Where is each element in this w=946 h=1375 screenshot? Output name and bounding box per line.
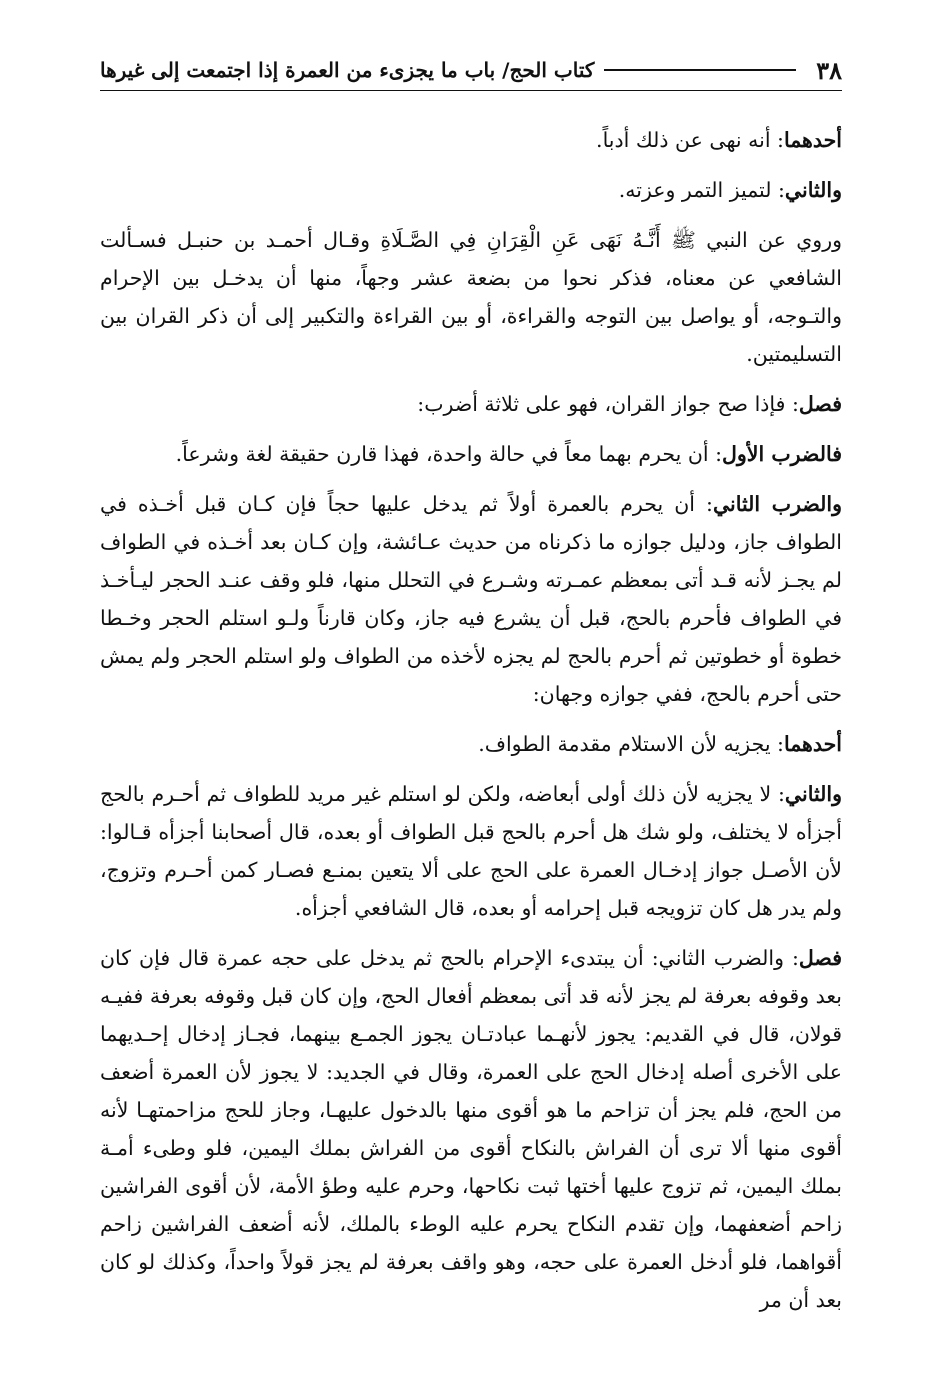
paragraph-text: : أن يحرم بالعمرة أولاً ثم يدخل عليها حجاً فإن كـان قبل أخـذه في الطواف جاز، ودليل جوازه ما ذكرناه من حديث عـائشة، وإن كـان بعد أخـذه في الطواف لم يجـز لأنه قـد أتى بمعظم عمـرته وشـرع في التحلل منها، فلو وقف عنـد الحجر ليـأخـذ في الطواف فأحرم بالحج، قبل أن يشرع فيه جاز، وكان قارناً ولـو استلم الحجر وخـطا خطوة أو خطوتين ثم أحرم بالحج لم يجزه لأخذه من الطواف ولو استلم الحجر ولم يمش حتى أحرم بالحج، ففي جوازه وجهان: xyxy=(100,492,842,706)
paragraph xyxy=(100,385,842,423)
paragraph xyxy=(100,121,842,159)
paragraph xyxy=(100,485,842,713)
paragraph xyxy=(100,171,842,209)
paragraph-text: : فإذا صح جواز القران، فهو على ثلاثة أضرب: xyxy=(417,392,799,416)
paragraph-lead: فالضرب الأول xyxy=(722,442,842,466)
paragraph xyxy=(100,435,842,473)
paragraph-lead: أحدهما xyxy=(783,732,842,756)
paragraph-text: : أنه نهى عن ذلك أدباً. xyxy=(596,128,784,152)
paragraph-text: وروي عن النبي ﷺ أَنَّـهُ نَهَى عَنِ الْقِرَانِ فِي الصَّـلَاةِ وقـال أحمـد بن حنبـل فسـألت الشافعي عن معناه، فذكر نحوا من بضعة عشر وجهاً، منها أن يدخـل بين الإحرام والتـوجه، أو يواصل بين التوجه والقراءة، أو بين القراءة والتكبير إلى أن ذكر القران بين التسليمتين. xyxy=(100,228,842,366)
paragraph xyxy=(100,221,842,373)
paragraph-text: : لتميز التمر وعزته. xyxy=(618,178,785,202)
paragraph xyxy=(100,939,842,1319)
paragraph-lead: والثاني xyxy=(784,782,842,806)
running-header xyxy=(100,50,842,90)
paragraph-text: : أن يحرم بهما معاً في حالة واحدة، فهذا قارن حقيقة لغة وشرعاً. xyxy=(175,442,722,466)
paragraph xyxy=(100,775,842,927)
paragraph-text: : لا يجزيه لأن ذلك أولى أبعاضه، ولكن لو استلم غير مريد للطواف ثم أحـرم بالحج أجزأه لا يختلف، ولو شك هل أحرم بالحج قبل الطواف أو بعده، قال أصحابنا أجزأه قـالوا: لأن الأصـل جواز إدخـال العمرة على الحج على ألا يتعين بمنـع فصـار كمن أحـرم وتزوج، ولم يدر هل كان تزويجه قبل إحرامه أو بعده، قال الشافعي أجزأه. xyxy=(100,782,842,920)
paragraph-lead: فصل xyxy=(798,392,842,416)
header-divider xyxy=(100,90,842,91)
paragraph-lead: فصل xyxy=(798,946,842,970)
page xyxy=(100,50,842,1319)
paragraph xyxy=(100,725,842,763)
paragraph-lead: أحدهما xyxy=(783,128,842,152)
paragraph-lead: والثاني xyxy=(784,178,842,202)
paragraph-lead: والضرب الثاني xyxy=(712,492,842,516)
page-number: ٣٨ xyxy=(816,55,842,85)
header-rule xyxy=(604,69,796,71)
paragraph-text: : يجزيه لأن الاستلام مقدمة الطواف. xyxy=(478,732,784,756)
paragraph-text: : والضرب الثاني: أن يبتدىء الإحرام بالحج ثم يدخل على حجه عمرة قال فإن كان بعد وقوفه بعرفة لم يجز لأنه قد أتى بمعظم أفعال الحج، وإن كان قبل وقوفه بعرفة ففيـه قولان، قال في القديم: يجوز لأنهـما عبادتـان يجوز الجمـع بينهما، فجـاز إدخال إحـديهما على الأخرى أصله إدخال الحج على العمرة، وقال في الجديد: لا يجوز لأن العمرة أضعف من الحج، فلم يجز أن تزاحم ما هو أقوى منها بالدخول عليهـا، وجاز للحج مزاحمتهـا لأنه أقوى منها ألا ترى أن الفراش بالنكاح أقوى من الفراش بملك اليمين، فلو وطىء أمـة بملك اليمين، ثم تزوج عليها أختها ثبت نكاحها، وحرم عليه وطؤ الأمة، لأن أقوى الفراشين زاحم أضعفهما، وإن تقدم النكاح يحرم عليه الوطء بالملك، لأنه أضعف الفراشين زاحم أقواهما، فلو أدخل العمرة على حجه، وهو واقف بعرفة لم يجز قولاً واحداً، وكذلك لو كان بعد أن مر xyxy=(100,946,842,1312)
running-title: كتاب الحج/ باب ما يجزىء من العمرة إذا اجتمعت إلى غيرها xyxy=(100,58,595,82)
